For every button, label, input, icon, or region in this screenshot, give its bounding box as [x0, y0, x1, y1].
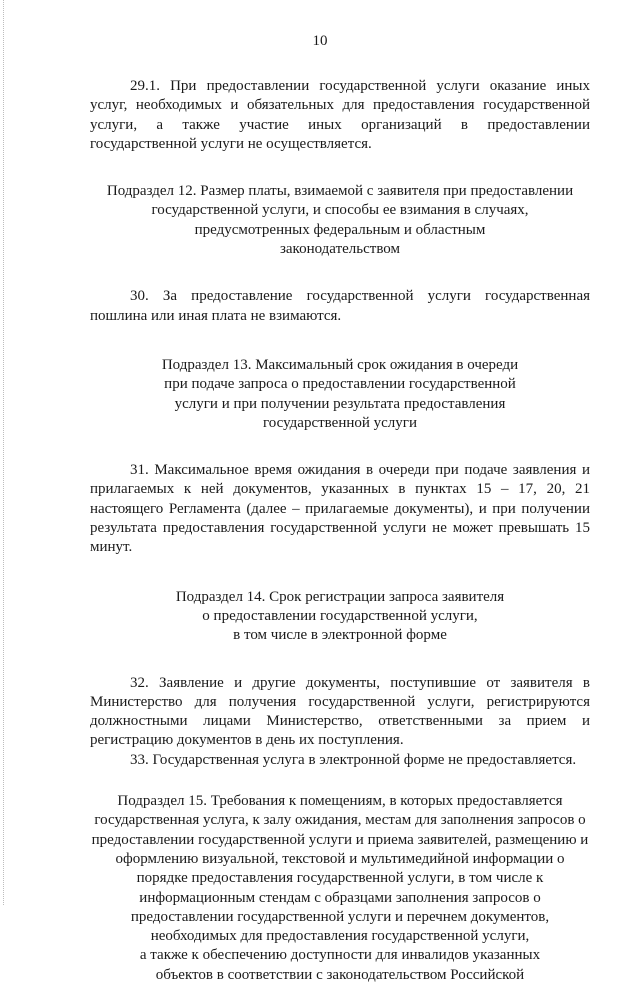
page-number: 10 — [312, 33, 328, 49]
paragraph-33: 33. Государственная услуга в электронной форме не предоставляется. — [130, 751, 577, 768]
heading-line: государственной услуги — [263, 414, 417, 431]
heading-line: порядке предоставления государственной услуги, в том числе к — [136, 870, 544, 887]
heading-line: Подраздел 12. Размер платы, взимаемой с заявителя при предоставлении — [106, 183, 574, 200]
paragraph-30: 30. За предоставление государственной услуги государственная пошлина или иная плата не взимаются. — [90, 288, 590, 324]
heading-line: а также к обеспечению доступности для инвалидов указанных — [139, 947, 541, 964]
paragraph-29-1: 29.1. При предоставлении государственной услуги оказание иных услуг, необходимых и обязательных для предоставления государственной услуги, а также участие иных организаций в предоставлении государственной услуги не осуществляется. — [90, 78, 590, 152]
heading-line: о предоставлении государственной услуги, — [202, 607, 478, 624]
heading-line: необходимых для предоставления государственной услуги, — [150, 928, 530, 945]
subsection-14-heading — [90, 588, 590, 646]
page-edge — [3, 0, 4, 905]
heading-line: государственная услуга, к залу ожидания, местам для заполнения запросов о — [94, 812, 586, 829]
heading-line: Подраздел 15. Требования к помещениям, в которых предоставляется — [117, 793, 563, 810]
heading-line: предоставлении государственной услуги и приема заявителей, размещению и — [91, 831, 589, 848]
heading-line: при подаче запроса о предоставлении государственной — [164, 376, 516, 393]
subsection-12-heading — [90, 182, 590, 259]
heading-line: предоставлении государственной услуги и перечнем документов, — [130, 908, 550, 925]
heading-line: законодательством — [279, 241, 401, 258]
paragraph-31: 31. Максимальное время ожидания в очереди при подаче заявления и прилагаемых к ней документов, указанных в пунктах 15 – 17, 20, 21 настоящего Регламента (далее – прилагаемые документы), и при получении результата предоставления государственной услуги не может превышать 15 минут. — [90, 462, 590, 556]
heading-line: Подраздел 13. Максимальный срок ожидания в очереди — [161, 356, 519, 373]
heading-line: объектов в соответствии с законодательством Российской — [155, 966, 525, 983]
heading-line: в том числе в электронной форме — [233, 627, 447, 644]
heading-line: оформлению визуальной, текстовой и мультимедийной информации о — [115, 850, 565, 867]
heading-line: предусмотренных федеральным и областным — [194, 221, 486, 238]
heading-line: информационным стендам с образцами заполнения запросов о — [139, 889, 541, 906]
heading-line: Подраздел 14. Срок регистрации запроса заявителя — [175, 588, 505, 605]
paragraph-32: 32. Заявление и другие документы, поступившие от заявителя в Министерство для получения государственной услуги, регистрируются должностными лицами Министерство, ответственными за прием и регистрацию документов в день их поступления. — [90, 674, 590, 749]
subsection-15-heading — [90, 792, 590, 985]
subsection-13-heading — [90, 356, 590, 433]
heading-line: государственной услуги, и способы ее взимания в случаях, — [151, 202, 529, 219]
document-body — [90, 77, 590, 985]
heading-line: услуги и при получении результата предоставления — [174, 395, 506, 412]
